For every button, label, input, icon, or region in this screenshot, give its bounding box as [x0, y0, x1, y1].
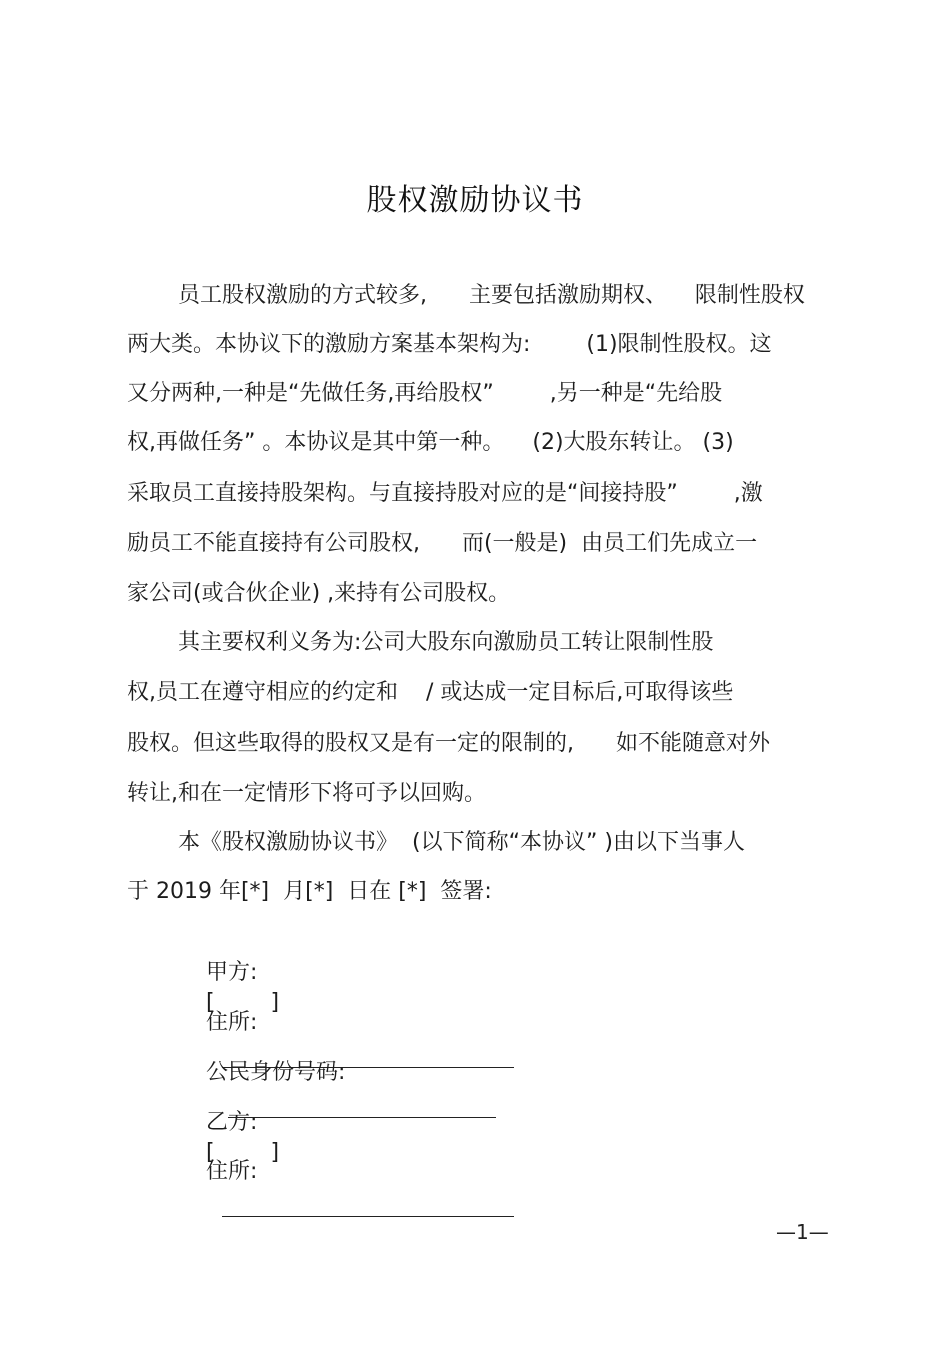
paragraph-line: 励员工不能直接持有公司股权, 而(一般是) 由员工们先成立一 [127, 531, 758, 556]
address-blank-line [222, 1194, 514, 1217]
party-b-label: 乙方: [205, 1110, 258, 1135]
address-label: 住所: [205, 1159, 258, 1184]
document-title: 股权激励协议书 [366, 183, 584, 218]
paragraph-line: 于 2019 年[*] 月[*] 日在 [*] 签署: [127, 879, 492, 904]
paragraph-line: 转让,和在一定情形下将可予以回购。 [127, 781, 486, 806]
paragraph-line: 家公司(或合伙企业) ,来持有公司股权。 [127, 581, 511, 606]
paragraph-line: 其主要权利义务为:公司大股东向激励员工转让限制性股 [178, 630, 714, 655]
paragraph-line: 员工股权激励的方式较多, 主要包括激励期权、 限制性股权 [178, 283, 805, 308]
id-number-label: 公民身份号码: [205, 1060, 346, 1085]
paragraph-line: 两大类。本协议下的激励方案基本架构为: (1)限制性股权。这 [127, 332, 772, 357]
party-a-value: [ ] [205, 990, 280, 1015]
paragraph-line: 权,再做任务” 。本协议是其中第一种。 (2)大股东转让。 (3) [127, 430, 734, 455]
paragraph-line: 本《股权激励协议书》 (以下简称“本协议” )由以下当事人 [178, 830, 745, 855]
paragraph-line: 又分两种,一种是“先做任务,再给股权” ,另一种是“先给股 [127, 381, 723, 406]
paragraph-line: 采取员工直接持股架构。与直接持股对应的是“间接持股” ,激 [127, 481, 763, 506]
party-b-value: [ ] [205, 1140, 280, 1165]
address-label: 住所: [205, 1010, 258, 1035]
party-b-address-row [178, 1127, 514, 1247]
party-a-label: 甲方: [205, 960, 258, 985]
page-number: —1— [776, 1220, 829, 1244]
paragraph-line: 权,员工在遵守相应的约定和 / 或达成一定目标后,可取得该些 [127, 680, 734, 705]
paragraph-line: 股权。但这些取得的股权又是有一定的限制的, 如不能随意对外 [127, 731, 770, 756]
